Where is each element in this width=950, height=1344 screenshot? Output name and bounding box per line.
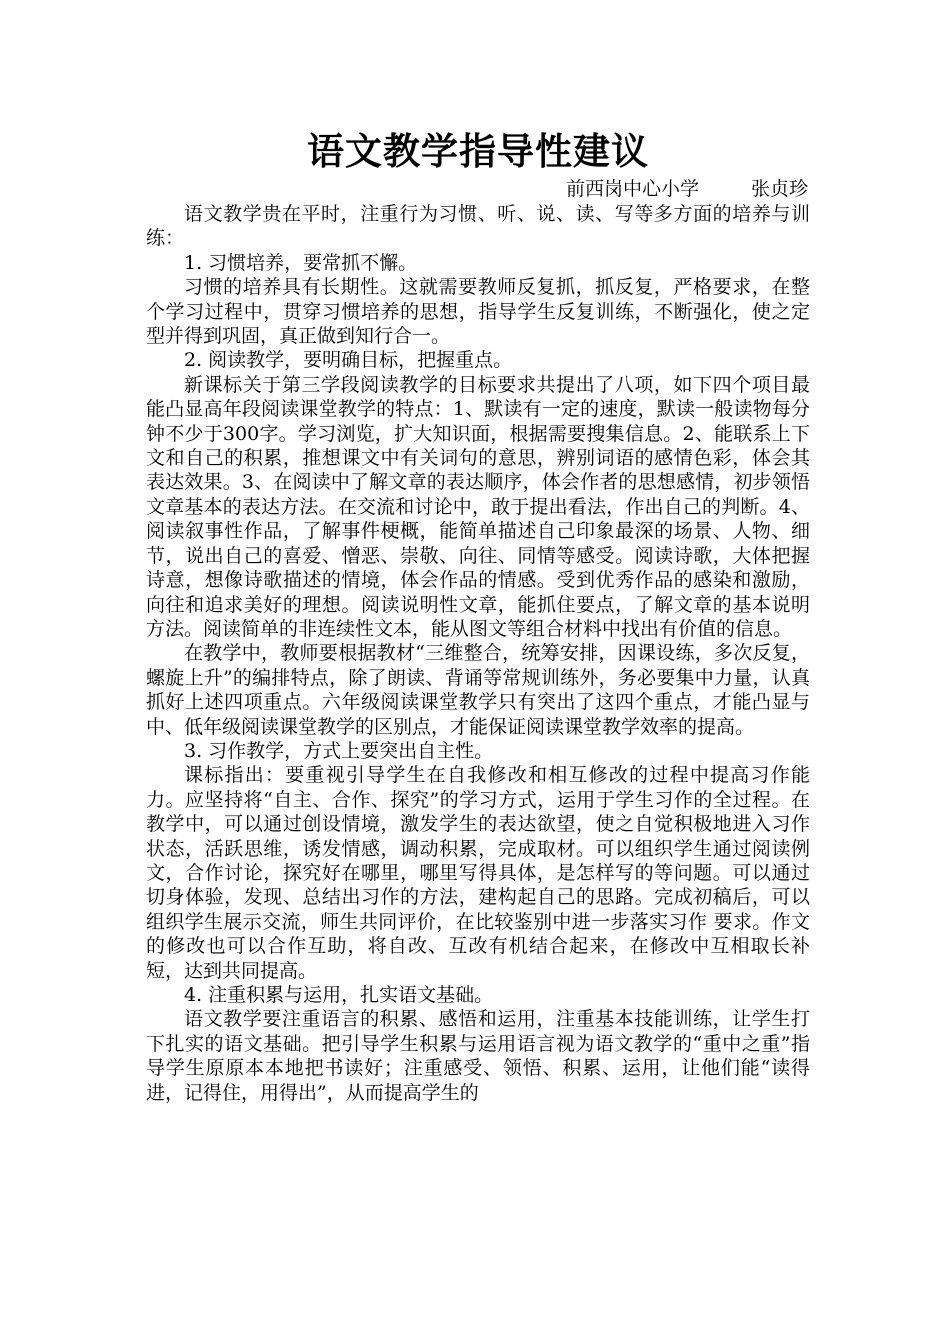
body-paragraph: 课标指出：要重视引导学生在自我修改和相互修改的过程中提高习作能力。应坚持将“自主、合作、探究”的学习方式，运用于学生习作的全过程。在教学中，可以通过创设情境，激发学生的表达欲望，使之自觉积极地进入习作状态，活跃思维，诱发情感，调动积累，完成取材。可以组织学生通过阅读例文，合作讨论，探究好在哪里，哪里写得具体，是怎样写的等问题。可以通过切身体验，发现、总结出习作的方法，建构起自己的思路。完成初稿后，可以组织学生展示交流，师生共同评价，在比较鉴别中进一步落实习作 要求。作文的修改也可以合作互助，将自改、互改有机结合起来，在修改中互相取长补短，达到共同提高。 xyxy=(146,764,810,982)
school-name: 前西岗中心小学 xyxy=(565,178,699,200)
section-heading-3: 3. 习作教学，方式上要突出自主性。 xyxy=(184,739,494,762)
section-heading-1: 1. 习惯培养，要常抓不懈。 xyxy=(184,251,418,274)
body-paragraph: 习惯的培养具有长期性。这就需要教师反复抓，抓反复，严格要求，在整个学习过程中，贯穿习惯培养的思想，指导学生反复训练，不断强化，使之定型并得到巩固，真正做到知行合一。 xyxy=(146,276,810,348)
document-page xyxy=(146,126,810,1105)
byline xyxy=(146,176,810,202)
intro-paragraph: 语文教学贵在平时，注重行为习惯、听、说、读、写等多方面的培养与训练： xyxy=(146,203,810,250)
document-title: 语文教学指导性建议 xyxy=(307,129,649,173)
author-name: 张贞珍 xyxy=(750,178,808,200)
body-paragraph: 新课标关于第三学段阅读教学的目标要求共提出了八项，如下四个项目最能凸显高年段阅读课堂教学的特点：1、默读有一定的速度，默读一般读物每分钟不少于300字。学习浏览，扩大知识面，根据需要搜集信息。2、能联系上下文和自己的积累，推想课文中有关词句的意思，辨别词语的感情色彩，体会其表达效果。3、在阅读中了解文章的表达顺序，体会作者的思想感情，初步领悟文章基本的表达方法。在交流和讨论中，敢于提出看法，作出自己的判断。4、阅读叙事性作品，了解事件梗概，能简单描述自己印象最深的场景、人物、细节，说出自己的喜爱、憎恶、崇敬、向往、同情等感受。阅读诗歌，大体把握诗意，想像诗歌描述的情境，体会作品的情感。受到优秀作品的感染和激励，向往和追求美好的理想。阅读说明性文章，能抓住要点，了解文章的基本说明方法。阅读简单的非连续性文本，能从图文等组合材料中找出有价值的信息。 xyxy=(146,373,810,640)
body-paragraph: 语文教学要注重语言的积累、感悟和运用，注重基本技能训练，让学生打下扎实的语文基础。把引导学生积累与运用语言视为语文教学的“重中之重”指导学生原原本本地把书读好；注重感受、领悟、积累、运用，让他们能“读得进，记得住，用得出”，从而提高学生的 xyxy=(146,1008,810,1104)
body-paragraph: 在教学中，教师要根据教材“三维整合，统筹安排，因课设练，多次反复，螺旋上升”的编排特点，除了朗读、背诵等常规训练外，务必要集中力量，认真抓好上述四项重点。六年级阅读课堂教学只有突出了这四个重点，才能凸显与中、低年级阅读课堂教学的区别点，才能保证阅读课堂教学效率的提高。 xyxy=(146,642,810,738)
section-heading-4: 4. 注重积累与运用，扎实语文基础。 xyxy=(184,984,494,1006)
section-heading-2: 2. 阅读教学，要明确目标，把握重点。 xyxy=(184,349,513,372)
